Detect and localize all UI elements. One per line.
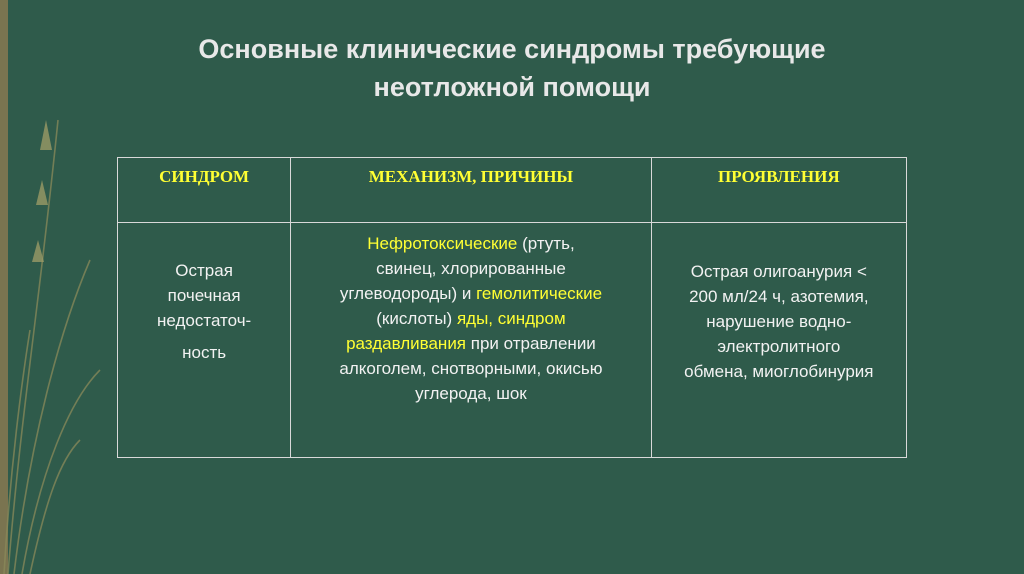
title-line-2: неотложной помощи bbox=[373, 72, 651, 102]
syndrome-line: ность bbox=[182, 343, 227, 362]
mechanism-highlight: гемолитические bbox=[476, 284, 603, 303]
mechanism-text: при отравлении bbox=[466, 334, 596, 353]
mechanism-line: свинец, хлорированные bbox=[376, 259, 566, 278]
table-header-row bbox=[118, 158, 907, 223]
header-syndrome: СИНДРОМ bbox=[118, 158, 291, 223]
mechanism-line: углерода, шок bbox=[415, 384, 527, 403]
title-line-1: Основные клинические синдромы требующие bbox=[198, 34, 826, 64]
header-manifestations: ПРОЯВЛЕНИЯ bbox=[651, 158, 906, 223]
mechanism-text: (кислоты) bbox=[376, 309, 457, 328]
mechanism-line: алкоголем, снотворными, окисью bbox=[339, 359, 603, 378]
mechanism-line bbox=[303, 306, 638, 331]
mechanism-highlight: яды, синдром bbox=[456, 309, 566, 328]
syndrome-line: почечная bbox=[167, 286, 241, 305]
manifestation-line: 200 мл/24 ч, азотемия, bbox=[689, 287, 869, 306]
header-mechanism: МЕХАНИЗМ, ПРИЧИНЫ bbox=[291, 158, 651, 223]
syndrome-line: недостаточ- bbox=[157, 311, 252, 330]
syndrome-line: Острая bbox=[175, 261, 233, 280]
table-row bbox=[118, 223, 907, 458]
slide-title bbox=[70, 30, 954, 106]
mechanism-line bbox=[303, 281, 638, 306]
syndrome-cell bbox=[118, 223, 291, 458]
syndromes-table bbox=[117, 157, 907, 458]
mechanism-text: (ртуть, bbox=[517, 234, 575, 253]
mechanism-highlight: Нефротоксические bbox=[367, 234, 518, 253]
mechanism-highlight: раздавливания bbox=[346, 334, 467, 353]
manifestation-line: обмена, миоглобинурия bbox=[684, 362, 874, 381]
mechanism-line bbox=[303, 331, 638, 356]
manifestation-line: электролитного bbox=[717, 337, 841, 356]
manifestations-cell bbox=[651, 223, 906, 458]
mechanism-line bbox=[303, 231, 638, 256]
mechanism-cell bbox=[291, 223, 651, 458]
manifestation-line: нарушение водно- bbox=[706, 312, 852, 331]
mechanism-text: углеводороды) и bbox=[339, 284, 477, 303]
manifestation-line: Острая олигоанурия < bbox=[690, 262, 867, 281]
